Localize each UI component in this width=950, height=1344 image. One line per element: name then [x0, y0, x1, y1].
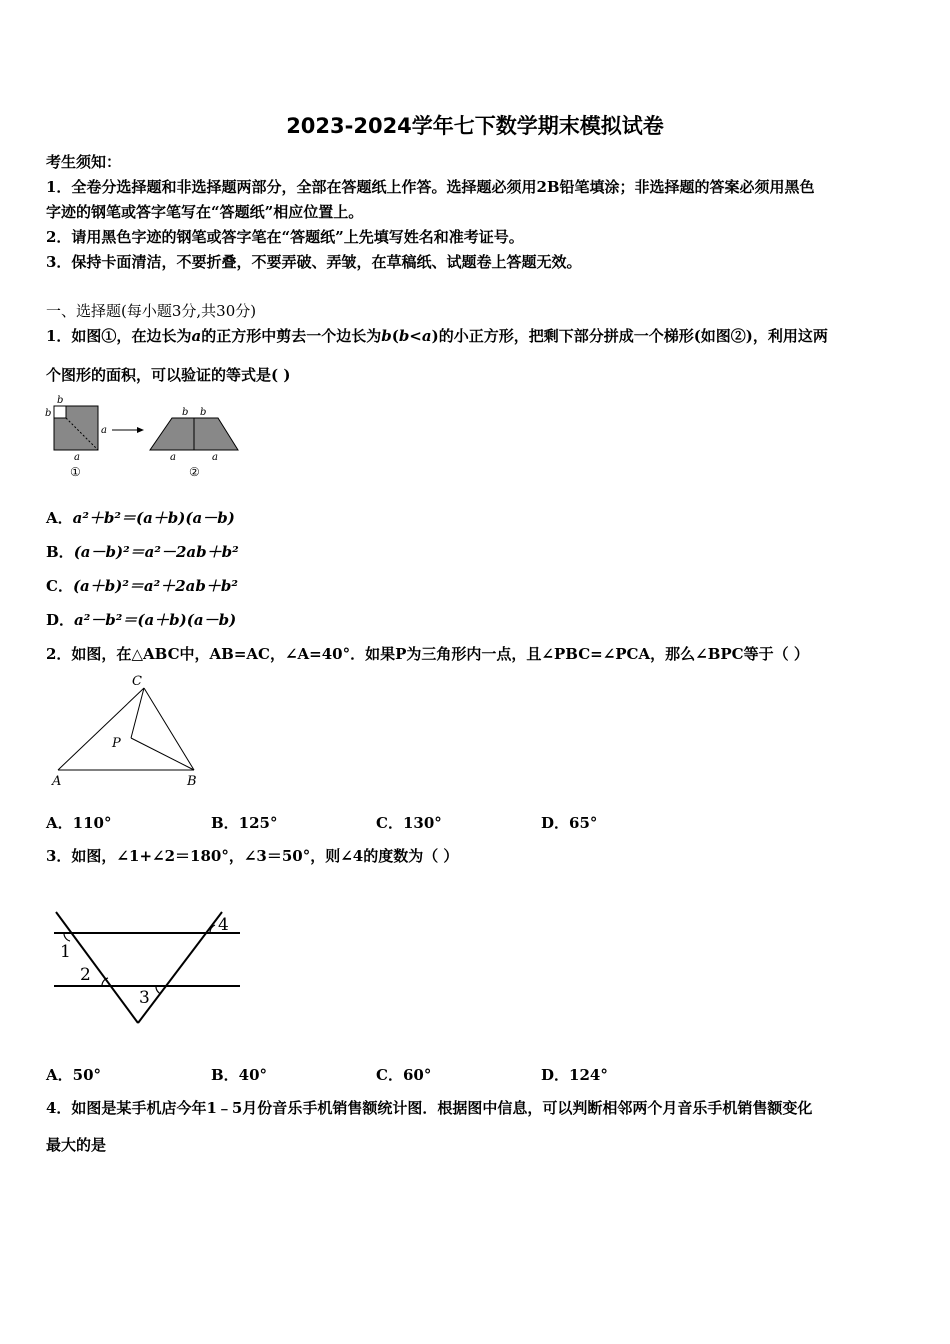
q2-label-b: B — [187, 774, 197, 789]
q1-option-a-letter: A． — [46, 509, 73, 527]
q3-transversal-left — [56, 912, 138, 1023]
q1-option-d-letter: D． — [46, 611, 75, 629]
q1-label-b1: b — [182, 407, 189, 418]
q1-text-c: )的小正方形，把剩下部分拼成一个梯形(如图②)，利用这两 — [431, 327, 828, 345]
q2-label-c: C — [132, 674, 142, 689]
q3-option-b[interactable]: B．40° — [211, 1066, 268, 1084]
q1-stem-line2: 个图形的面积，可以验证的等式是( ) — [46, 366, 291, 384]
q1-small-square — [54, 406, 66, 418]
q1-fig2-label: ② — [189, 465, 200, 479]
q2-figure — [44, 670, 214, 795]
notice-item-1-cont: 字迹的钢笔或答字笔写在“答题纸”相应位置上。 — [46, 203, 364, 221]
q3-option-a[interactable]: A．50° — [46, 1066, 102, 1084]
q2-option-d[interactable]: D．65° — [541, 814, 598, 832]
q1-condition: b<a — [398, 327, 432, 345]
q3-stem: 3．如图，∠1+∠2＝180°，∠3＝50°，则∠4的度数为（ ） — [46, 847, 459, 865]
q1-option-a-text: a²＋b²＝(a＋b)(a－b) — [72, 509, 235, 527]
q1-label-b-left: b — [45, 408, 52, 419]
q1-var-a: a — [191, 327, 202, 345]
q2-label-a: A — [52, 774, 62, 789]
notice-item-1: 1．全卷分选择题和非选择题两部分，全部在答题纸上作答。选择题必须用2B铅笔填涂；非选择题的答案必须用黑色 — [46, 178, 815, 196]
section-heading: 一、选择题(每小题3分,共30分) — [46, 302, 257, 320]
q3-transversal-right — [138, 912, 222, 1023]
q1-option-d-text: a²－b²＝(a＋b)(a－b) — [74, 611, 237, 629]
q1-stem-line1 — [46, 326, 906, 346]
q3-label-1: 1 — [60, 942, 71, 962]
q1-label-a-bottom: a — [74, 452, 80, 463]
q1-label-a1: a — [170, 452, 176, 463]
q3-figure — [44, 905, 249, 1035]
page-title: 2023-2024学年七下数学期末模拟试卷 — [286, 114, 664, 138]
q1-label-b2: b — [200, 407, 207, 418]
q1-fig1-label: ① — [70, 465, 81, 479]
q4-stem-line2: 最大的是 — [46, 1136, 107, 1154]
q2-option-a[interactable]: A．110° — [46, 814, 112, 832]
q2-option-c[interactable]: C．130° — [376, 814, 442, 832]
q3-label-4: 4 — [218, 915, 229, 935]
q1-figure — [40, 392, 250, 482]
q2-option-b[interactable]: B．125° — [211, 814, 278, 832]
q3-label-3: 3 — [139, 988, 150, 1008]
q1-option-b-text: (a－b)²＝a²－2ab＋b² — [73, 543, 239, 561]
q1-label-a-right: a — [101, 425, 107, 436]
q1-label-a2: a — [212, 452, 218, 463]
q1-option-d[interactable] — [46, 609, 236, 630]
q1-text-a: 1．如图①，在边长为 — [46, 327, 192, 345]
q1-option-c[interactable] — [46, 575, 238, 596]
q3-option-d[interactable]: D．124° — [541, 1066, 608, 1084]
notice-item-3: 3．保持卡面清洁，不要折叠，不要弄破、弄皱，在草稿纸、试题卷上答题无效。 — [46, 253, 582, 271]
notice-heading: 考生须知： — [46, 153, 122, 171]
q2-label-p: P — [112, 736, 121, 751]
q2-stem: 2．如图，在△ABC中，AB=AC，∠A=40°．如果P为三角形内一点，且∠PBC=∠PCA，那么∠BPC等于（ ） — [46, 645, 809, 663]
notice-item-2: 2．请用黑色字迹的钢笔或答字笔在“答题纸”上先填写姓名和准考证号。 — [46, 228, 524, 246]
q1-var-b: b — [381, 327, 392, 345]
q1-option-c-letter: C． — [46, 577, 73, 595]
q1-option-b[interactable] — [46, 541, 239, 562]
q1-paren: ( — [391, 327, 399, 345]
q1-option-c-text: (a＋b)²＝a²＋2ab＋b² — [72, 577, 238, 595]
q1-arrow-head — [137, 427, 144, 433]
q3-angle-arc-1 — [64, 933, 70, 941]
q3-label-2: 2 — [80, 965, 91, 985]
q1-option-b-letter: B． — [46, 543, 74, 561]
q1-option-a[interactable] — [46, 507, 235, 528]
q1-label-b-top: b — [57, 395, 64, 406]
q1-text-b: 的正方形中剪去一个边长为 — [201, 327, 382, 345]
q2-side-ac — [58, 688, 144, 770]
q2-segment-cp — [131, 688, 144, 738]
q4-stem-line1: 4．如图是某手机店今年1﹣5月份音乐手机销售额统计图．根据图中信息，可以判断相邻两个月音乐手机销售额变化 — [46, 1099, 813, 1117]
q3-option-c[interactable]: C．60° — [376, 1066, 432, 1084]
